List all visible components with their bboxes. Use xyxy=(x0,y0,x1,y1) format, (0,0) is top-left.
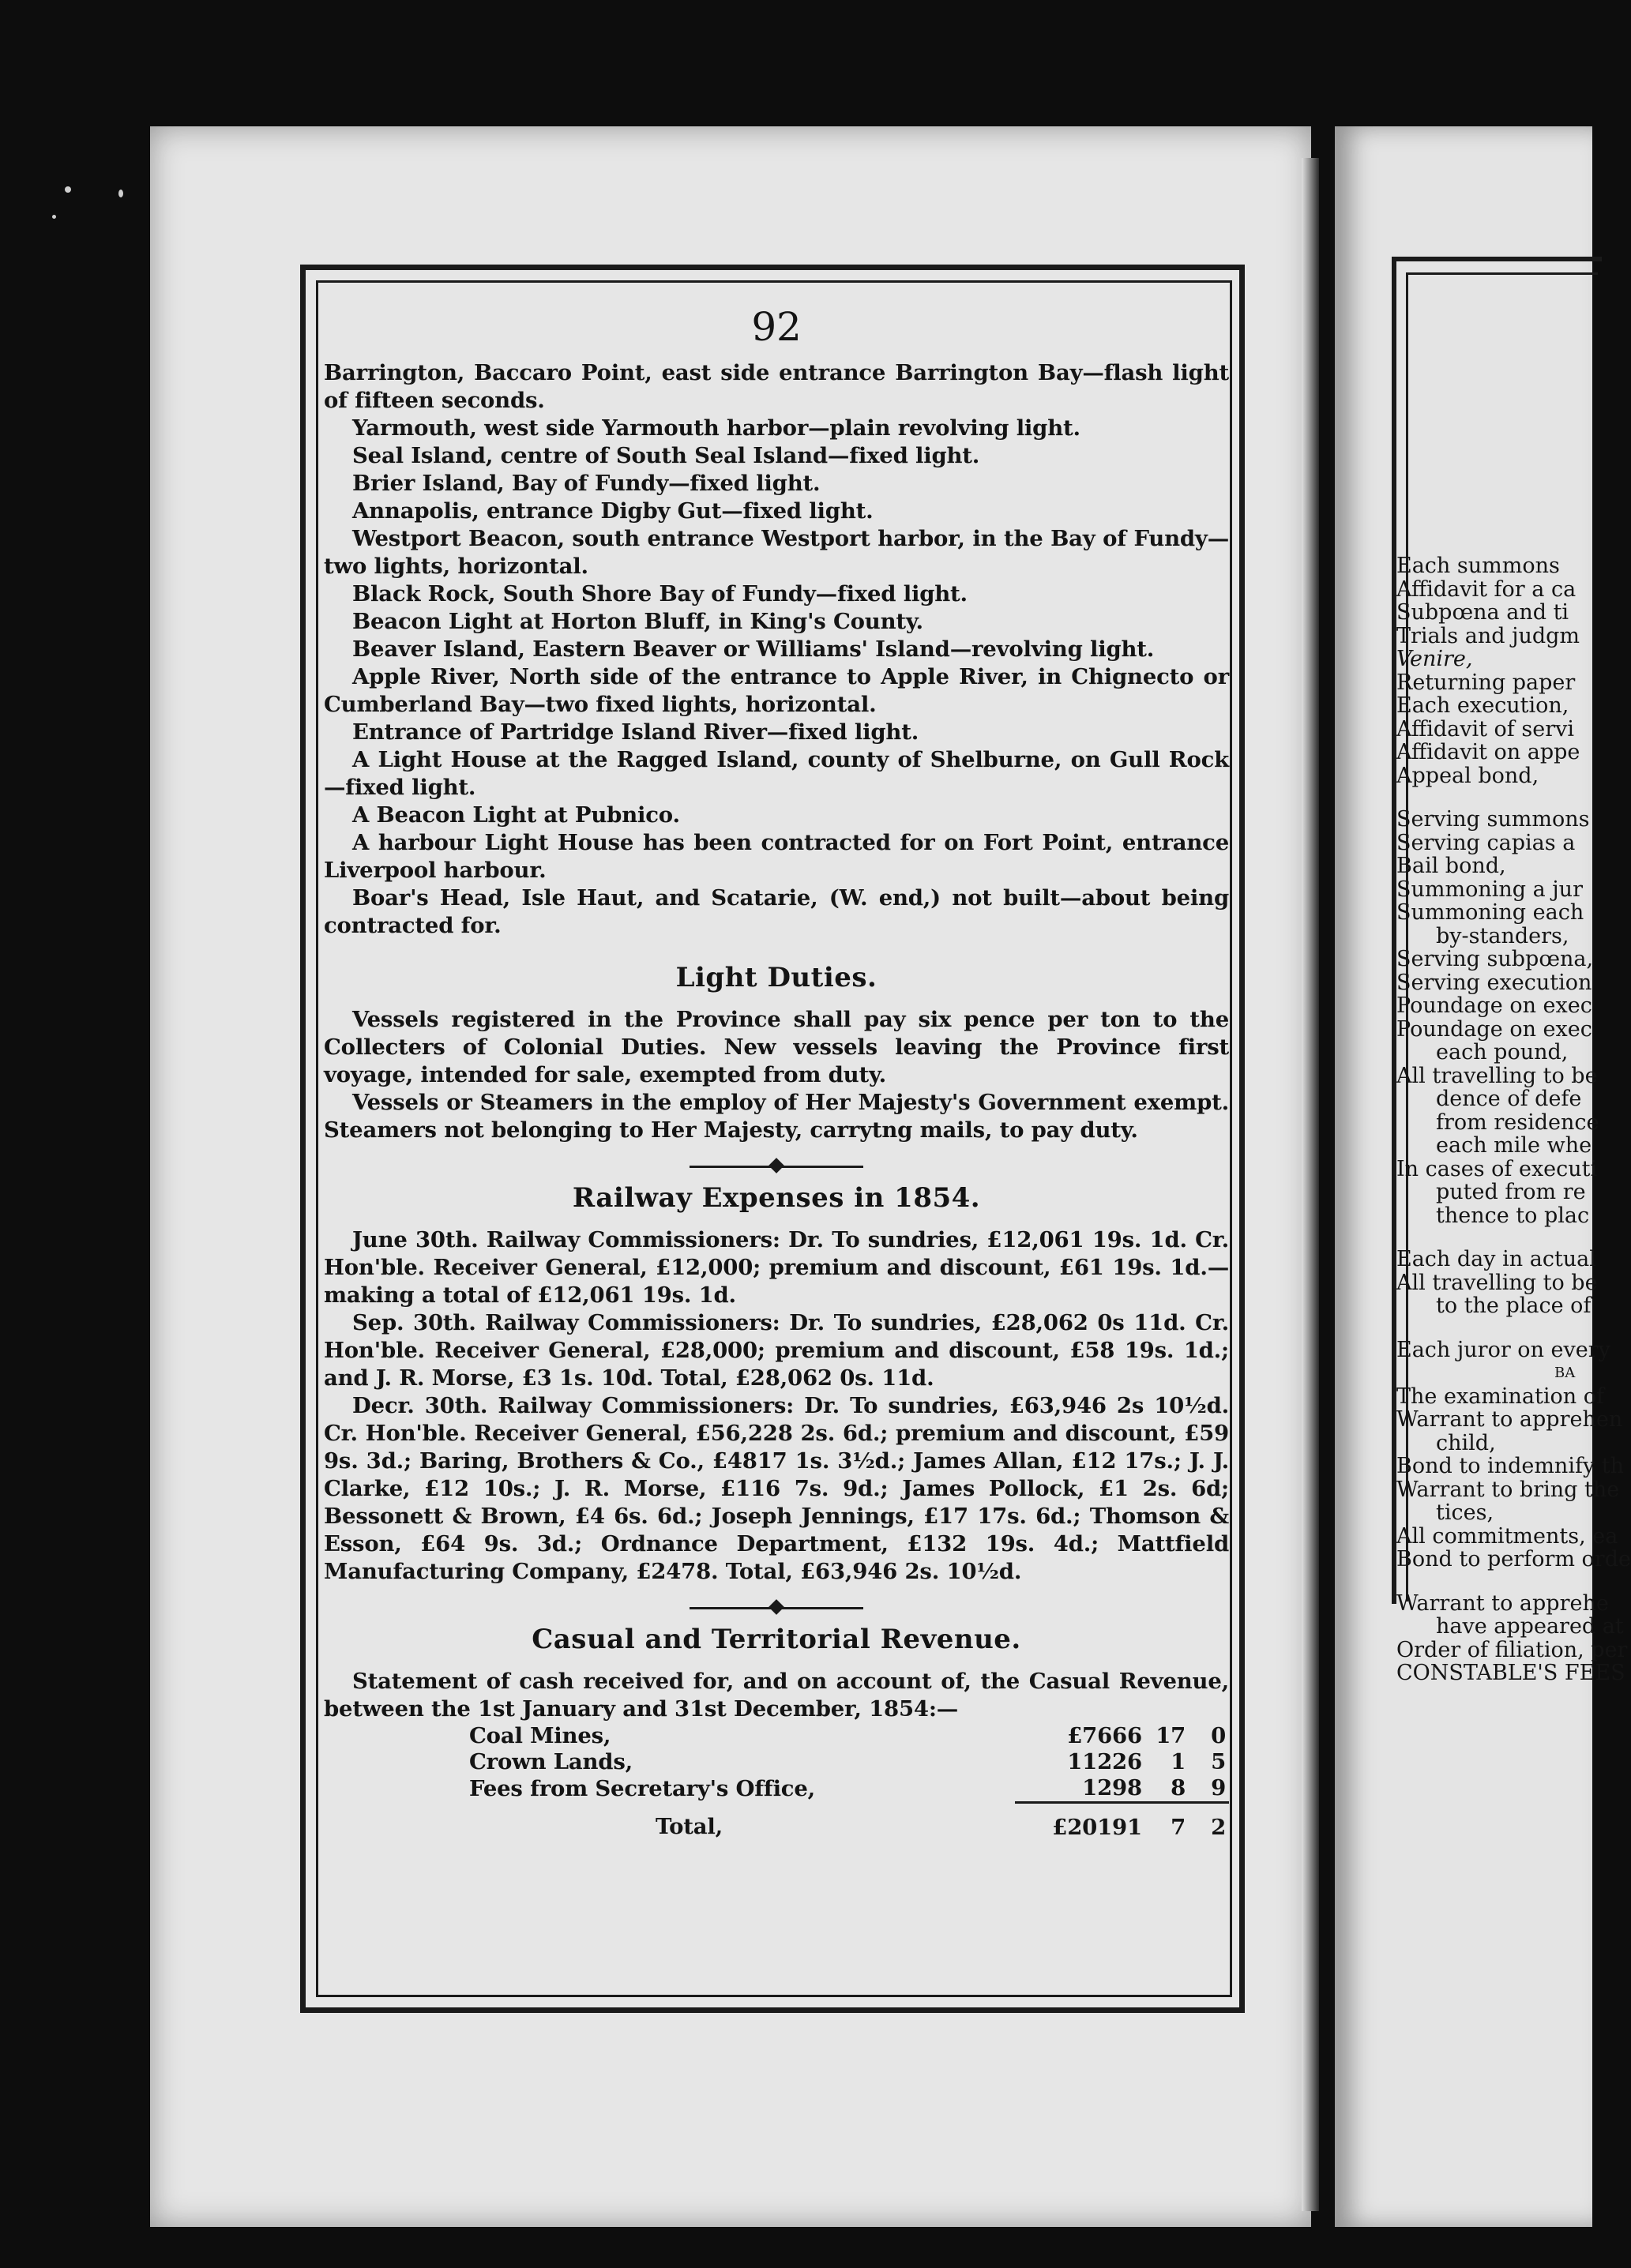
lighthouse-entry: Apple River, North side of the entrance to Apple River, in Chignecto or Cumberland Bay—two fixed lights, horizontal. xyxy=(324,664,1229,717)
revenue-table xyxy=(466,1723,1229,1841)
revenue-total-pence: 2 xyxy=(1189,1803,1229,1842)
lighthouse-entry: Westport Beacon, south entrance Westport harbor, in the Bay of Fundy—two lights, horizontal. xyxy=(324,526,1229,579)
fee-line: Each summons xyxy=(1396,554,1560,578)
revenue-pence: 9 xyxy=(1211,1775,1226,1801)
revenue-total-pounds: £20191 xyxy=(1015,1803,1145,1842)
fee-line: CONSTABLE'S FEES xyxy=(1396,1661,1625,1685)
fee-line: Serving execution xyxy=(1396,970,1592,995)
fee-line: by-standers, xyxy=(1436,923,1569,948)
divider-diamond-icon xyxy=(769,1158,784,1173)
dust-speck xyxy=(52,215,56,219)
lighthouse-entry: Beacon Light at Horton Bluff, in King's County. xyxy=(352,609,923,634)
fee-line: Serving capias a xyxy=(1396,830,1576,855)
fee-line: All travelling to be xyxy=(1396,1063,1598,1088)
fee-line: Bond to indemnify th xyxy=(1396,1454,1625,1478)
revenue-label: Coal Mines, xyxy=(469,1723,611,1748)
fee-line: to the place of xyxy=(1436,1294,1592,1318)
fee-line: tices, xyxy=(1436,1500,1494,1525)
revenue-total-row xyxy=(466,1803,1229,1842)
fee-line: child, xyxy=(1436,1430,1496,1455)
fee-line: Each execution, xyxy=(1396,693,1569,718)
right-page-fee-list xyxy=(1396,554,1631,1685)
casual-revenue-intro: Statement of cash received for, and on account of, the Casual Revenue, between the 1st January and 31st December, 1854:— xyxy=(324,1669,1229,1722)
railway-expenses-heading: Railway Expenses in 1854. xyxy=(572,1182,981,1214)
fee-gap xyxy=(1396,1227,1602,1248)
revenue-row xyxy=(466,1749,1229,1775)
fee-line: All commitments, ea xyxy=(1396,1523,1618,1549)
lighthouse-entry: A Beacon Light at Pubnico. xyxy=(352,802,680,828)
revenue-pounds: £7666 xyxy=(1067,1723,1142,1748)
dust-speck xyxy=(65,186,71,193)
fee-line: Summoning each xyxy=(1396,900,1584,925)
lighthouse-entry: A Light House at the Ragged Island, county of Shelburne, on Gull Rock—fixed light. xyxy=(324,747,1229,800)
fee-line: each mile whe xyxy=(1436,1133,1592,1158)
fee-line: Affidavit of servi xyxy=(1396,716,1575,742)
fee-line: each pound, xyxy=(1436,1040,1569,1065)
fee-line: Affidavit on appe xyxy=(1396,740,1580,764)
fee-line: Trials and judgm xyxy=(1396,623,1580,648)
revenue-pence: 0 xyxy=(1211,1723,1226,1748)
fee-line: have appeared at xyxy=(1436,1614,1624,1639)
revenue-total-label: Total, xyxy=(656,1814,723,1840)
fee-line: Poundage on exec xyxy=(1396,1016,1592,1042)
fee-line: Affidavit for a ca xyxy=(1396,576,1577,602)
page-number: 92 xyxy=(751,304,802,350)
fee-line: Poundage on exec xyxy=(1396,993,1592,1018)
fee-line: Warrant to bring the xyxy=(1396,1477,1620,1502)
fee-gap xyxy=(1396,1571,1602,1592)
fee-line: Summoning a jur xyxy=(1396,877,1583,902)
light-duties-heading: Light Duties. xyxy=(675,962,878,993)
divider-diamond-icon xyxy=(769,1599,784,1615)
lighthouse-entry: Brier Island, Bay of Fundy—fixed light. xyxy=(352,471,821,496)
fee-line: Serving summons xyxy=(1396,807,1590,832)
revenue-pounds: 11226 xyxy=(1067,1749,1142,1774)
railway-paragraph: Decr. 30th. Railway Commissioners: Dr. To sundries, £63,946 2s 10½d. Cr. Hon'ble. Receiver General, £56,228 2s. 6d.; premium and discount, £59 9s. 3d.; Baring, Brothers & Co., £4817 1s. 3½d.; James Allan, £12 17s.; J. J. Clarke, £12 10s.; J. R. Morse, £116 7s. 9d.; James Pollock, £1 2s. 6d; Bessonett & Brown, £4 6s. 6d.; Joseph Jennings, £17 17s. 6d.; Thomson & Esson, £64 9s. 3d.; Ordnance Department, £132 19s. 4d.; Mattfield Manufacturing Company, £2478. Total, £63,946 2s. 10½d. xyxy=(324,1393,1229,1584)
fee-line: Warrant to apprehen xyxy=(1396,1407,1623,1432)
lighthouse-entry: Seal Island, centre of South Seal Island—fixed light. xyxy=(352,443,980,468)
fee-line: Warrant to apprehe xyxy=(1396,1590,1609,1616)
revenue-shillings: 1 xyxy=(1171,1749,1186,1774)
revenue-row xyxy=(466,1723,1229,1749)
lighthouse-list xyxy=(324,359,1229,940)
left-page-content xyxy=(324,296,1229,1841)
revenue-shillings: 17 xyxy=(1156,1723,1186,1748)
fee-line: Order of filiation, per xyxy=(1396,1637,1628,1662)
dust-speck xyxy=(118,190,123,197)
fee-line: Appeal bond, xyxy=(1396,763,1539,788)
lighthouse-entry: Black Rock, South Shore Bay of Fundy—fixed light. xyxy=(352,581,968,606)
fee-line: Subpœna and ti xyxy=(1396,600,1569,625)
fee-line: Bond to perform orde xyxy=(1396,1547,1631,1571)
fee-line: from residence xyxy=(1436,1110,1599,1135)
lighthouse-entry: Barrington, Baccaro Point, east side entrance Barrington Bay—flash light of fifteen seconds. xyxy=(324,360,1229,413)
fee-section-heading: BA xyxy=(1554,1365,1576,1381)
revenue-total-shillings: 7 xyxy=(1145,1803,1189,1842)
revenue-pence: 5 xyxy=(1211,1749,1226,1774)
light-duties-paragraph: Vessels or Steamers in the employ of Her Majesty's Government exempt. Steamers not belonging to Her Majesty, carrytng mails, to pay duty. xyxy=(324,1090,1229,1143)
railway-paragraph: Sep. 30th. Railway Commissioners: Dr. To sundries, £28,062 0s 11d. Cr. Hon'ble. Receiver General, £28,000; premium and discount, £58 19s. 1d.; and J. R. Morse, £3 1s. 10d. Total, £28,062 0s. 11d. xyxy=(324,1310,1229,1391)
lighthouse-entry: Entrance of Partridge Island River—fixed light. xyxy=(352,719,919,745)
lighthouse-entry: Boar's Head, Isle Haut, and Scatarie, (W. end,) not built—about being contracted for. xyxy=(324,885,1229,938)
casual-revenue-heading: Casual and Territorial Revenue. xyxy=(532,1624,1021,1655)
fee-line: puted from re xyxy=(1436,1180,1586,1204)
fee-line: Bail bond, xyxy=(1396,854,1506,878)
fee-line: Each juror on every xyxy=(1396,1337,1610,1362)
light-duties-paragraph: Vessels registered in the Province shall pay six pence per ton to the Collecters of Colonial Duties. New vessels leaving the Province first voyage, intended for sale, exempted from duty. xyxy=(324,1007,1229,1087)
fee-line: Venire, xyxy=(1396,647,1473,671)
fee-line: All travelling to be xyxy=(1396,1270,1598,1295)
revenue-shillings: 8 xyxy=(1171,1775,1186,1801)
fee-line: The examination of xyxy=(1396,1384,1604,1409)
revenue-label: Fees from Secretary's Office, xyxy=(469,1775,816,1801)
lighthouse-entry: Yarmouth, west side Yarmouth harbor—plain revolving light. xyxy=(352,415,1080,441)
fee-line: thence to plac xyxy=(1436,1203,1590,1228)
fee-line: dence of defe xyxy=(1436,1087,1582,1111)
fee-line: In cases of executi xyxy=(1396,1156,1598,1181)
section-divider xyxy=(690,1600,863,1616)
fee-line: Serving subpœna, xyxy=(1396,947,1594,971)
fee-gap xyxy=(1396,787,1602,808)
section-divider xyxy=(690,1158,863,1174)
railway-paragraph: June 30th. Railway Commissioners: Dr. To sundries, £12,061 19s. 1d. Cr. Hon'ble. Receiver General, £12,000; premium and discount, £61 19s. 1d.—making a total of £12,061 19s. 1d. xyxy=(324,1227,1229,1308)
lighthouse-entry: Beaver Island, Eastern Beaver or Williams' Island—revolving light. xyxy=(352,636,1155,662)
revenue-row xyxy=(466,1775,1229,1803)
lighthouse-entry: Annapolis, entrance Digby Gut—fixed light. xyxy=(352,498,874,524)
revenue-pounds: 1298 xyxy=(1082,1775,1142,1801)
lighthouse-entry: A harbour Light House has been contracted for on Fort Point, entrance Liverpool harbour. xyxy=(324,830,1229,883)
revenue-label: Crown Lands, xyxy=(469,1749,633,1774)
fee-gap xyxy=(1396,1318,1602,1339)
fee-line: Each day in actual xyxy=(1396,1247,1596,1271)
fee-line: Returning paper xyxy=(1396,670,1576,695)
